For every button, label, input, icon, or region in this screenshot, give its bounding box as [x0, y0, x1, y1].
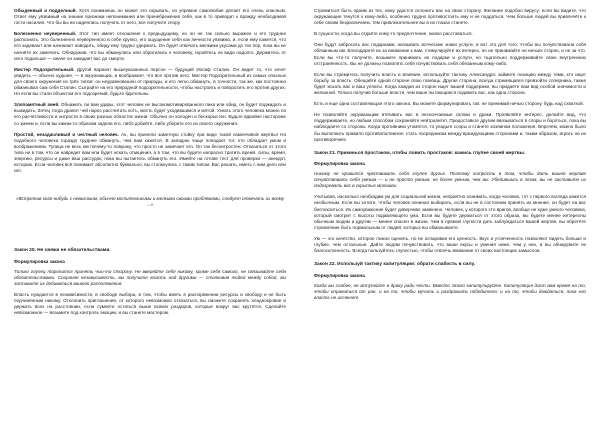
paragraph [14, 102, 286, 126]
paragraph: В сущности, когда вы отдаёте кому-то предпочтение, жалко расставаться. [314, 31, 473, 37]
right-column [314, 8, 586, 416]
paragraph [14, 8, 286, 26]
paragraph-body: Этот тип имеет отношение к предыдущему, но он не так сильно выражен и его труднее распознать. Это болезненно неуверенного в себе хрупко, его ощущение себя как личности уязвимо, и, если ему кажется, что его задевают или начинают наводить, обиду ему трудно удержать. Он будет отвечать мелкими укусами до тех пор, пока вы не начнёте их замечать. Обнаружив, что вы обманулись или обратились к человеку, скройтесь из вида надолго. Держитесь от него подальше — иначе он закидает вас до смерти. [14, 31, 286, 61]
paragraph: Власть нуждается в независимости, в свободе выбора, в том, чтобы иметь в распоряжении ресурсы и свободу и не быть подчинённым никому. Отклонить приглашение, от которого невозможно отказаться, вы сможете сохранять хладнокровие и держать всех на расстоянии, если сумеете остаться выше всяких раздоров, которые вокруг вас крутятся. Сделайте невозможное — возьмите под контроль эмоции, и вы станете мастером. [14, 292, 286, 316]
paragraph: Не позволяйте окружающим втягивать вас в нескончаемые склоки и драки. Проявляйте интерес, делайте вид, что поддерживаете, но любым способом сохраняйте нейтралитет. Предоставьте другим ввязываться в споры и бороться, пока вы наблюдаете со стороны. Когда противники утомятся, то уладьте ссоры и станете хозяином положения. Впрочем, можно было бы выполнить правило противоположное: стать посредником между враждующими сторонами и, таким образом, играть на их противоречиях. [314, 112, 586, 142]
paragraph [14, 67, 286, 97]
law-title: Закон 21. Прикинься простаком, чтобы ловить простаков: кажись глупее своей жертвы. [314, 150, 526, 156]
paragraph-heading: Мистер Подозрительный. [14, 66, 75, 72]
paragraph-heading: Простой, незадачливый и честный человек. [14, 131, 119, 137]
paragraph: Есть и еще одна составляющая этого закона. Вы можете формулировать так: не принимай ничью сторону, будь над схваткой. [314, 101, 584, 107]
paragraph: Если вы стремитесь получить власть и влияние, используйте тактику Александра: займите позицию между теми, кто ищет борьбу за власть. Обещайте одной стороне свою помощь. Другая сторона, всегда стремящаяся превзойти соперника, также будет искать вас и ваш уплаты. Когда каждая из сторон ищет вашей поддержки, вы придаёте вам вид особой значимости и желанной. Только получив больше власти, чем ваше пытающиеся подавить вас, как одна сторона. [314, 71, 586, 96]
paragraph: Ум — это качество, которое ложно оценить, но не оспаривая его ценность. Вкус и утонченность позволяют видеть больше и глубже, чем остальные. Дайте людям почувствовать, что ваши вкусы и умения ниже, чем у них, и вы обнаружите их благосклонность. Всегда пользуйтесь глупостью, чтобы отвлечь внимание от своих настоящих замыслов. [314, 235, 586, 254]
paragraph-heading: Злопамятный змей. [14, 102, 60, 108]
law-title: Закон 22. Используй тактику капитуляции: обрати слабость в силу. [314, 262, 476, 268]
law-statement: Только глупец торопится принять чью-то сторону. Не вверяйте себя никому, кроме себя самого, не связывайте себя обязательствами. Сохраняя независимость, вы получите власть над другими — сталкивая людей между собой, вы заставите их добиваться вашего расположения. [14, 268, 286, 287]
law-statement: Никому не нравится чувствовать себя глупее других. Поэтому хитрость в том, чтобы дать вашей жертве почувствовать себя умным — и не просто умным, но более умным, чем вы. Убедившись в этом, вы не заставите их подозревать вас в скрытых мотивах. [314, 171, 586, 189]
paragraph-body: Другой вариант вышеуказанных персон — будущий Иосиф Сталин. Он видит то, что хочет увидеть — обычно худшее, — в окружающих, и воображает, что все против него. Мистер Подозрительный из самых опасных для своего окружения из трёх типов: он неуравновешен от природы, и его легко обмануть, в точности, так же, как постоянно обманывал сам себя Сталин. Сыграйте на его природной подозрительности, чтобы настроить и поворотить его против других. Но если вы стали объектом его подозрений, будьте бдительны. [14, 66, 286, 97]
law-title: Закон 20. Не свяжи не обязательствами. [14, 248, 111, 254]
law-subtitle: Формулировка закона [314, 272, 365, 278]
paragraph-body: Обнажить ли вам удары, этот человек не высокомотивированного пика или обид, он будет поджидать и выжидать. Зятец тогда драпит чей нарос рассчитать котъ, месть будет уходившимся и мятой. Узнать этого человека можно по его расчетливости и хитрости в своих разных областях жизни. Обычно он холоден и бескорыстен. Будьте вдвойне настороже со змеем и, если вы каким-то образом задели его, либо добейте, либо уберите его из своего окружения. [14, 102, 286, 126]
law-subtitle: Формулировка закона [314, 160, 365, 166]
paragraph-heading: Обыденный и подделный. [14, 8, 77, 13]
epigraph-quote: «Встретив кого-нибудь с невысоким, обычно мстительными и мелкими своими проблемами, следует отвечать их всему ...» [15, 196, 285, 208]
paragraph: Они будут забросать вас подарками, оказывать всяческие знаки услуги, и вот это для того, чтобы вы почувствовали себя обязанным им. Благодарите их за внимание к вам, стимулируйте их интерес, но не принимайте ни ничьих сторон, и не за что. Если вы что-то получите, возьмите принимать их подарки и услуги, но тщательно поддерживайте свою внутреннюю отстранённость. Вы не должны позволять себя почувствовать себя обязанным кому-либо. [314, 42, 586, 66]
paragraph-heading: Болезненно неуверенный. [14, 31, 77, 37]
paragraph [14, 132, 286, 175]
paragraph-body: Хотя понимаешь он может это скрывать, но упрямое самолюбие делает его очень опасным. Ответ ему уязвимый на знание признаки непонимания или пренебрежения себя, как в то приводит к вражду необходимой гости насилия. Что бы вы ни надеялись получить от него, все получите спору. [14, 8, 286, 26]
law-subtitle: Формулировка закона [14, 258, 65, 264]
paragraph-body: Ах, вы приняли заметную стойку при виде такой изменчивой жертвы! Но подобного человека гораздо труднее обмануть, чем вам кажется. В западню чаще попадает тот, кто обладает умом и воображением. Тупица не весь им почему-то ловушку, что просто не замечает его. Он так бесхитростен. Отказаться от этого типа не в том, что он навредит вам или будет искать отмщения, а в том, что вы будете напрасно тратить время, силы, время, энергию, ресурсы и даже ваш рассудок, пока вы пытаетесь обмануть его. Имейте на готове тест для проверки — анекдот, историю. Если человек всё понимает абсолютно буквально, вы столкнулись с таким типом. Вас решать, иметь с ним дело или нет. [14, 131, 286, 174]
left-column [14, 8, 286, 416]
paragraph [14, 31, 286, 61]
law-statement: Когда вы слабее, не вступайте в драку ради чести. Вместо этого капитулируйте. Капитуляция даст вам время на то, чтобы оправиться от ран, и на то, чтобы мучить и раздражать победителя, и на то, чтобы дождаться, пока его власть не иссякнет. [314, 282, 586, 300]
paragraph: Стремиться быть одним из тех, кому удастся склонить вас на свою сторону. Желание подобно вирусу: если вы видите, что окружающие тянутся к кому-либо, особенно трудно противостоять ему и не поддаться. Чем больше людей вы привлечёте к себе своим безразличием, тем привлекательнее вы в их глазах станете. [314, 8, 586, 26]
paragraph: Учитывая, насколько необходим ум для социальной жизни, неприятно понимать, когда человек, тот с первого взгляда кажется необычным. Если вы хотите, чтобы человек начинал выбирать, если вы не в состоянии принять их мнение, он будет на вас беспокоиться. Их самоуважение будет доверчиво заменено. Человек, у которого сто врагов, вообще не хуже умного человека, который смотрит с высоты подавляющего ума. Если вы будете держаться от этого образа, вы будете менее интересны обычным людям и другим — менее опасен в жизни. Чем в прямой глупости дать заблуждаться вашей жертве, вы обретёте стремление быть нормальным от людей, которых вы обманываете. [314, 194, 586, 230]
